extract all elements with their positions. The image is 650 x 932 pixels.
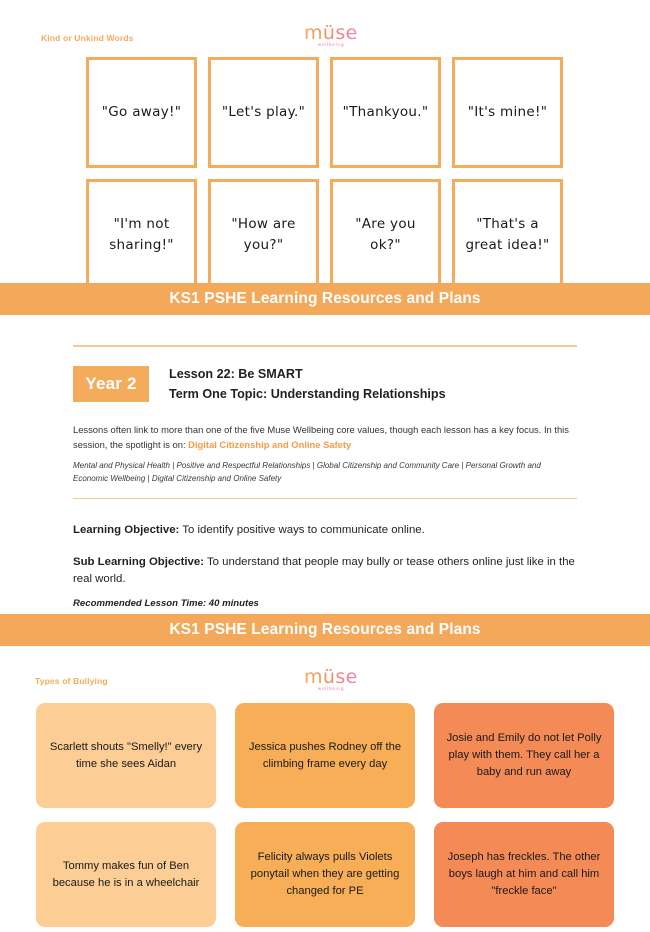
bullying-scenario-card[interactable] <box>235 703 415 808</box>
word-card-text: "That's a great idea!" <box>465 216 550 253</box>
sub-learning-objective <box>73 554 577 588</box>
muse-wellbeing-logo <box>304 24 358 49</box>
bullying-scenario-card[interactable] <box>36 822 216 927</box>
word-card-text: "Let's play." <box>221 104 306 121</box>
bullying-scenario-text: Felicity always pulls Violets ponytail when they are getting changed for PE <box>250 851 400 897</box>
divider-bottom <box>73 498 577 500</box>
bullying-scenario-text: Scarlett shouts "Smelly!" every time she sees Aidan <box>49 740 203 770</box>
word-card[interactable] <box>86 179 197 283</box>
logo-wordmark: müse <box>304 666 358 688</box>
core-values-note <box>73 423 577 453</box>
bullying-scenario-card[interactable] <box>434 822 614 927</box>
learning-objective-text: To identify positive ways to communicate online. <box>179 524 425 537</box>
bullying-scenario-card[interactable] <box>235 822 415 927</box>
core-values-focus: Digital Citizenship and Online Safety <box>188 439 352 451</box>
word-card-text: "I'm not sharing!" <box>109 216 174 253</box>
section-banner-bottom <box>0 614 650 646</box>
bullying-scenario-grid <box>36 703 614 927</box>
word-card[interactable] <box>208 57 319 168</box>
recommended-lesson-time: Recommended Lesson Time: 40 minutes <box>73 597 259 609</box>
learning-objective-label: Learning Objective: <box>73 524 180 537</box>
lesson-title-block <box>169 364 446 405</box>
objectives-block <box>73 522 577 608</box>
logo-wordmark: müse <box>304 22 358 44</box>
word-card-text: "How are you?" <box>231 216 296 253</box>
bullying-scenario-text: Josie and Emily do not let Polly play with them. They call her a baby and run away <box>446 732 602 778</box>
word-card-text: "Thankyou." <box>342 104 429 121</box>
word-card-text: "Are you ok?" <box>355 216 416 253</box>
logo-tagline: wellbeing <box>317 43 345 48</box>
lesson-term-topic: Term One Topic: Understanding Relationships <box>169 386 446 401</box>
word-card[interactable] <box>330 179 441 283</box>
banner-title: KS1 PSHE Learning Resources and Plans <box>169 290 481 307</box>
word-card[interactable] <box>452 179 563 283</box>
divider-top <box>73 345 577 347</box>
banner-title: KS1 PSHE Learning Resources and Plans <box>169 621 481 638</box>
section-lesson-plan <box>0 315 650 614</box>
core-values-list: Mental and Physical Health | Positive and Respectful Relationships | Global Citizenship and Community Care | Personal Growth and Economic Wellbeing | Digital Citizenship and Online Safety <box>73 461 541 483</box>
lesson-header <box>73 364 577 405</box>
muse-wellbeing-logo <box>304 668 358 693</box>
section-bullying-header <box>0 646 650 700</box>
word-card-text: "Go away!" <box>101 104 182 121</box>
section-banner-top <box>0 283 650 315</box>
section-types-of-bullying <box>0 646 650 932</box>
section-kind-or-unkind-words <box>0 0 650 283</box>
bullying-scenario-text: Joseph has freckles. The other boys laugh at him and call him "freckle face" <box>447 851 601 897</box>
word-card-text: "It's mine!" <box>467 104 548 121</box>
year-badge: Year 2 <box>73 366 149 402</box>
bullying-scenario-text: Jessica pushes Rodney off the climbing frame every day <box>248 740 402 770</box>
bullying-scenario-card[interactable] <box>36 703 216 808</box>
logo-tagline: wellbeing <box>317 687 345 692</box>
bullying-scenario-card[interactable] <box>434 703 614 808</box>
word-card[interactable] <box>86 57 197 168</box>
lesson-title: Lesson 22: Be SMART <box>169 366 303 381</box>
section-words-header <box>0 0 650 55</box>
sub-learning-objective-text: To understand that people may bully or tease others online just like in the real world. <box>73 555 575 585</box>
slide-label-kind-or-unkind-words: Kind or Unkind Words <box>41 33 134 43</box>
slide-label-types-of-bullying: Types of Bullying <box>35 676 108 686</box>
sub-learning-objective-label: Sub Learning Objective: <box>73 555 205 568</box>
word-card-grid <box>86 57 564 283</box>
core-values-note-text: Lessons often link to more than one of the five Muse Wellbeing core values, though each lesson has a key focus. In this session, the spotlight is on: <box>73 424 569 451</box>
word-card[interactable] <box>208 179 319 283</box>
word-card[interactable] <box>330 57 441 168</box>
bullying-scenario-text: Tommy makes fun of Ben because he is in a wheelchair <box>52 859 200 889</box>
word-card[interactable] <box>452 57 563 168</box>
learning-objective <box>73 522 577 539</box>
